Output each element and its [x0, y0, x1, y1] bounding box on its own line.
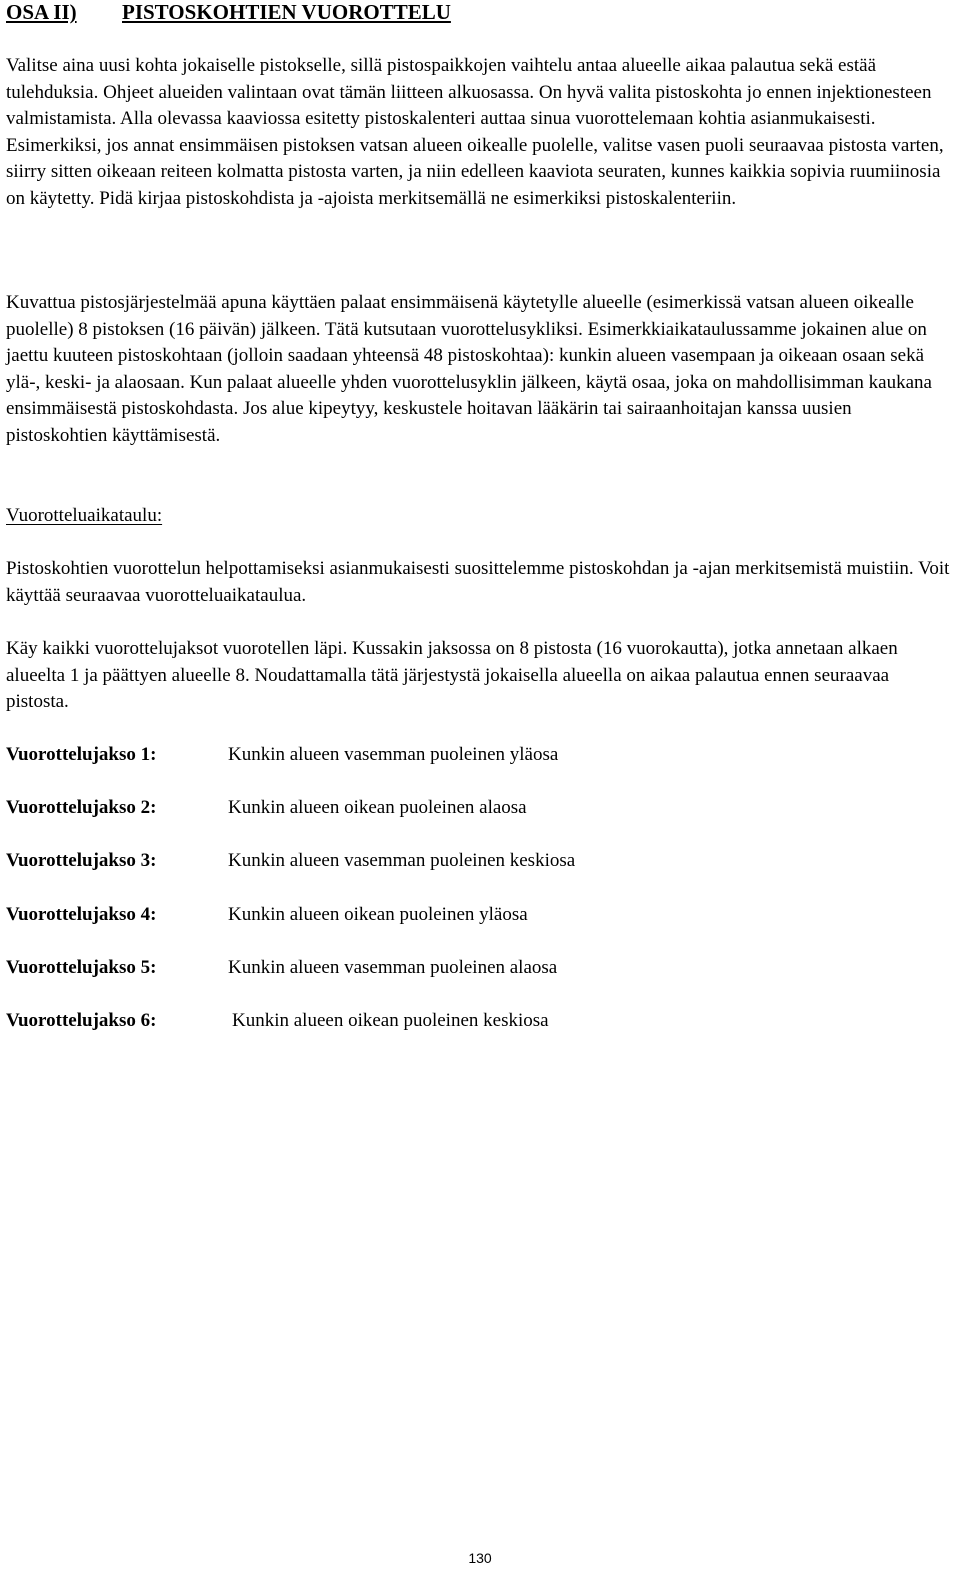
page-number: 130 [468, 1550, 492, 1566]
schedule-row-label: Vuorottelujakso 3: [6, 850, 157, 872]
schedule-row [6, 1008, 954, 1061]
schedule-row-description: Kunkin alueen oikean puoleinen yläosa [228, 903, 528, 925]
schedule-row-label: Vuorottelujakso 4: [6, 903, 157, 925]
schedule-row-label: Vuorottelujakso 1: [6, 744, 157, 765]
schedule-row-label: Vuorottelujakso 5: [6, 956, 157, 978]
schedule-row [6, 955, 954, 1008]
schedule-row-description: Kunkin alueen vasemman puoleinen keskiosa [228, 850, 576, 872]
schedule-row-description: Kunkin alueen oikean puoleinen keskiosa [232, 1009, 549, 1031]
schedule-instructions-paragraph: Käy kaikki vuorottelujaksot vuorotellen läpi. Kussakin jaksossa on 8 pistosta (16 vuorokautta), jotka annetaan alkaen alueelta 1 ja päättyen alueelle 8. Noudattamalla tätä järjestystä jokaisella alueella on aikaa palautua ennen seuraavaa pistosta. [6, 638, 898, 713]
schedule-row-description: Kunkin alueen oikean puoleinen alaosa [228, 797, 527, 819]
rotation-schedule [6, 742, 954, 1061]
schedule-row-label: Vuorottelujakso 2: [6, 797, 157, 819]
schedule-row-description: Kunkin alueen vasemman puoleinen alaosa [228, 956, 558, 978]
section-label: OSA II) [6, 0, 77, 24]
intro-paragraph: Valitse aina uusi kohta jokaiselle pistokselle, sillä pistospaikkojen vaihtelu antaa alueelle aikaa palautua sekä estää tulehduksia. Ohjeet alueiden valintaan ovat tämän liitteen alkuosassa. On hyvä valita pistoskohta jo ennen injektionesteen valmistamista. Alla olevassa kaaviossa esitetty pistoskalenteri auttaa sinua vuorottelemaan kohtia asianmukaisesti. Esimerkiksi, jos annat ensimmäisen pistoksen vatsan alueen oikealle puolelle, valitse vasen puoli seuraavaa pistosta varten, siirry sitten oikeaan reiteen kolmatta pistosta varten, ja niin edelleen kaaviota seuraten, kunnes kaikkia sopivia ruumiinosia on käytetty. Pidä kirjaa pistoskohdista ja -ajoista merkitsemällä ne esimerkiksi pistoskalenteriin. [6, 55, 944, 209]
section-title: PISTOSKOHTIEN VUOROTTELU [122, 0, 451, 24]
schedule-row [6, 795, 954, 848]
schedule-row [6, 742, 954, 795]
schedule-row-label: Vuorottelujakso 6: [6, 1009, 157, 1031]
schedule-row [6, 848, 954, 901]
schedule-intro-paragraph: Pistoskohtien vuorottelun helpottamiseksi asianmukaisesti suosittelemme pistoskohdan ja -ajan merkitsemistä muistiin. Voit käyttää seuraavaa vuorotteluaikataulua. [6, 558, 950, 606]
section-heading [6, 0, 451, 25]
schedule-heading: Vuorotteluaikataulu: [6, 505, 163, 526]
schedule-row-description: Kunkin alueen vasemman puoleinen yläosa [228, 744, 559, 765]
schedule-row [6, 902, 954, 955]
cycle-paragraph: Kuvattua pistosjärjestelmää apuna käyttäen palaat ensimmäisenä käytetylle alueelle (esimerkissä vatsan alueen oikealle puolelle) 8 pistoksen (16 päivän) jälkeen. Tätä kutsutaan vuorottelusykliksi. Esimerkkiaikataulussamme jokainen alue on jaettu kuuteen pistoskohtaan (jolloin saadaan yhteensä 48 pistoskohtaa): kunkin alueen vasempaan ja oikeaan osaan sekä ylä-, keski- ja alaosaan. Kun palaat alueelle yhden vuorottelusyklin jälkeen, käytä osaa, joka on mahdollisimman kaukana ensimmäisestä pistoskohdasta. Jos alue kipeytyy, keskustele hoitavan lääkärin tai sairaanhoitajan kanssa uusien pistoskohtien käyttämisestä. [6, 292, 932, 446]
